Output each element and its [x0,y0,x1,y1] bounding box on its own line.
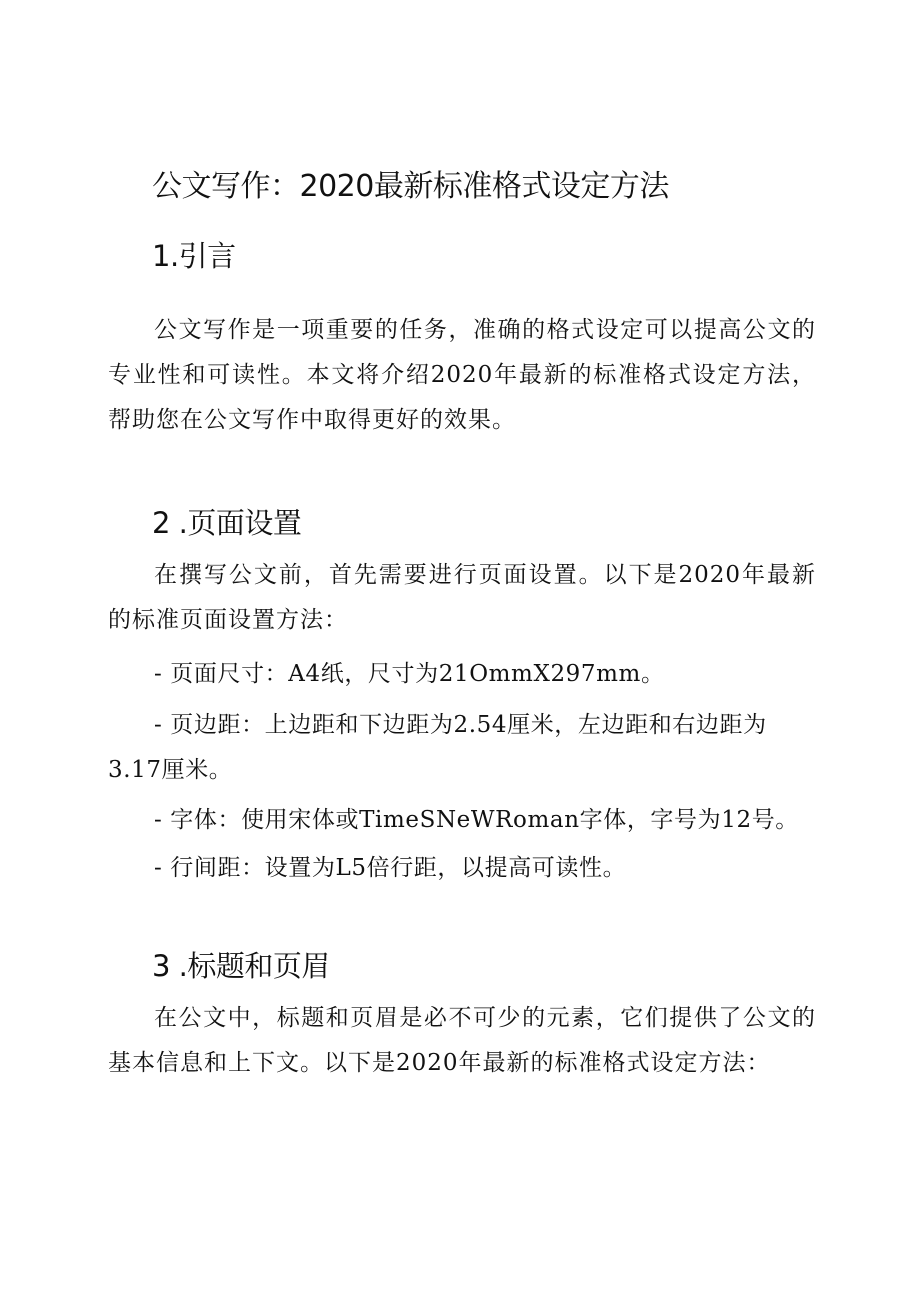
list-item-page-size: - 页面尺寸：A4纸，尺寸为21OmmX297mm。 [154,661,665,687]
page-setup-paragraph: 在撰写公文前，首先需要进行页面设置。以下是2020年最新的标准页面设置方法： [108,562,816,633]
section-heading-page-setup: 2 .页面设置 [152,506,302,540]
document-title: 公文写作：2020最新标准格式设定方法 [152,169,669,204]
intro-paragraph: 公文写作是一项重要的任务，准确的格式设定可以提高公文的专业性和可读性。本文将介绍2020年最新的标准格式设定方法，帮助您在公文写作中取得更好的效果。 [108,317,816,433]
list-item-line-spacing: - 行间距：设置为L5倍行距，以提高可读性。 [154,855,627,881]
section-heading-introduction: 1.引言 [152,239,236,273]
section-heading-title-and-header: 3 .标题和页眉 [152,949,330,983]
list-item-margins: - 页边距：上边距和下边距为2.54厘米，左边距和右边距为3.17厘米。 [108,712,767,783]
list-item-font: - 字体：使用宋体或TimeSNeWRoman字体，字号为12号。 [154,807,799,833]
title-header-paragraph: 在公文中，标题和页眉是必不可少的元素，它们提供了公文的基本信息和上下文。以下是2020年最新的标准格式设定方法： [108,1005,816,1076]
